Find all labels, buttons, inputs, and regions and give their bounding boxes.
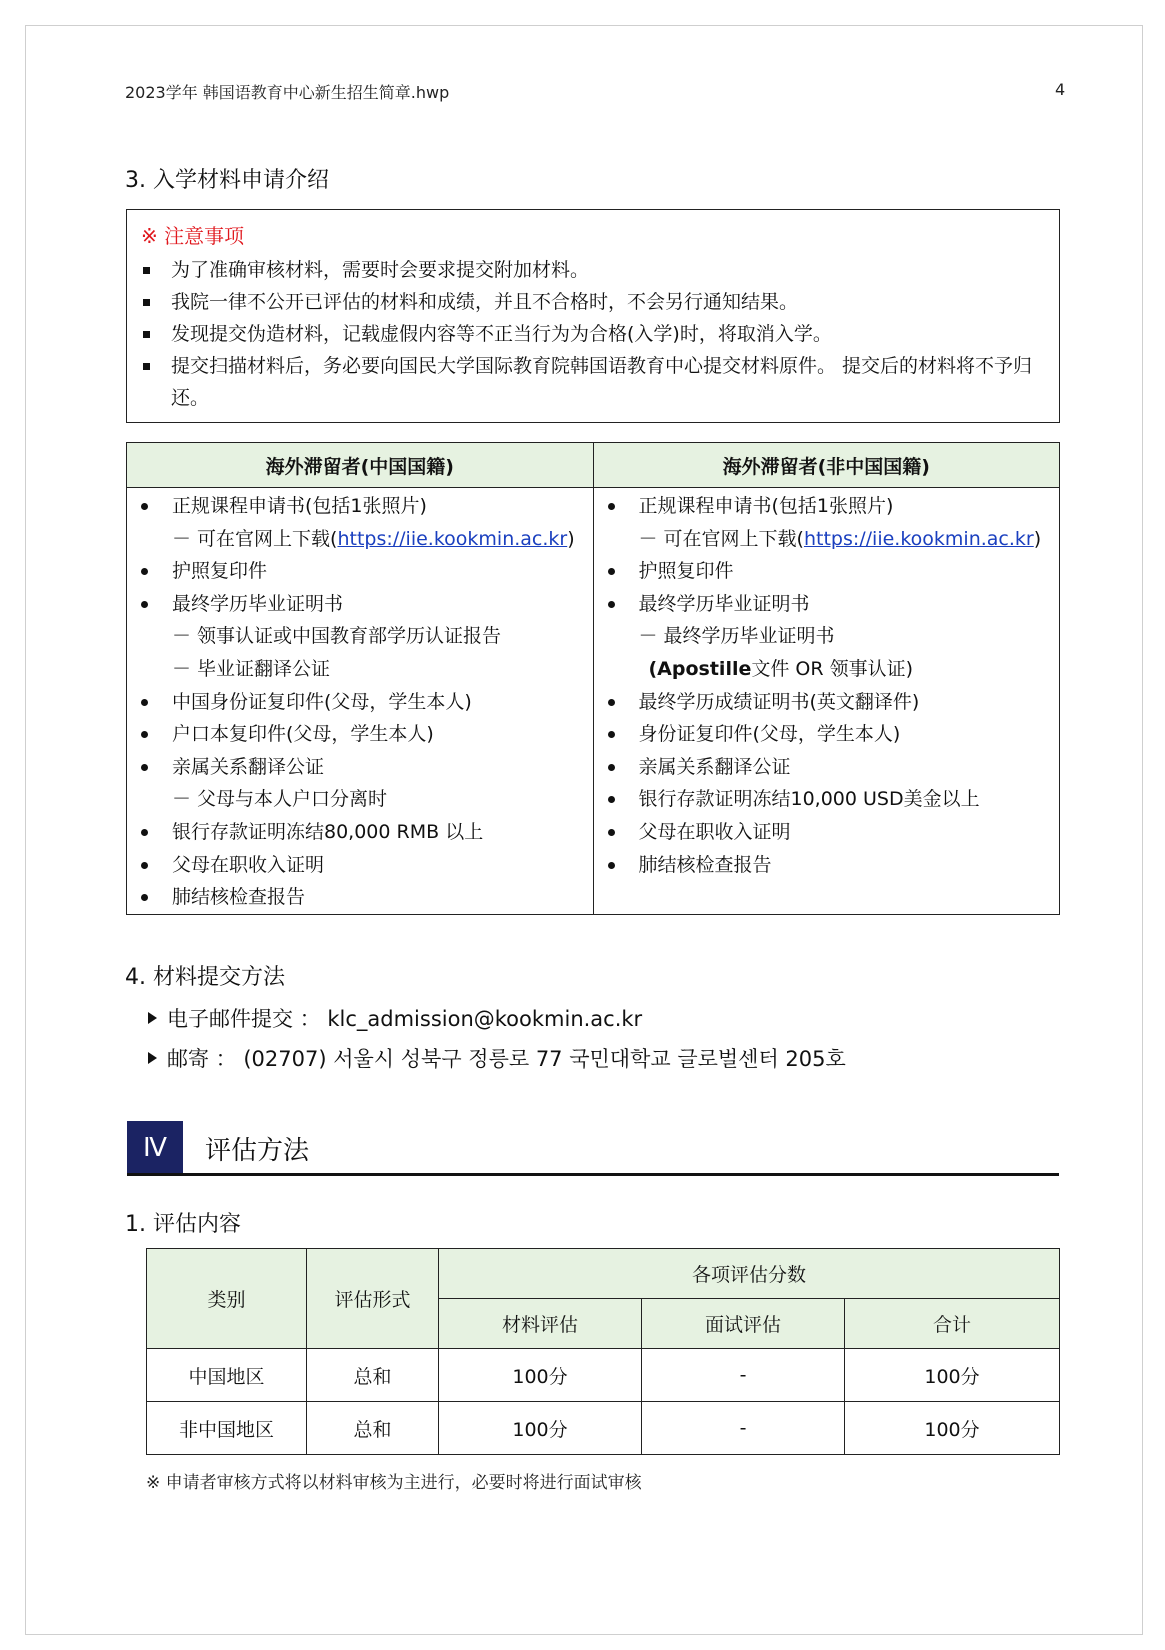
- section-3-title: 3. 入学材料申请介绍: [125, 168, 329, 193]
- list-subitem: － 最终学历毕业证明书: [638, 625, 835, 648]
- notice-item: 提交扫描材料后，务必要向国民大学国际教育院韩国语教育中心提交材料原件。 提交后的材料将不予归还。: [141, 350, 1046, 414]
- list-item: 最终学历成绩证明书(英文翻译件): [594, 686, 1060, 719]
- list-item: 肺结核检查报告: [127, 881, 593, 914]
- notice-list: [141, 254, 1046, 414]
- notice-box: [126, 209, 1060, 423]
- non-chinese-documents-cell: [593, 488, 1060, 915]
- eval-section-title: 1. 评估内容: [125, 1212, 241, 1237]
- chinese-documents-list: [127, 488, 593, 914]
- list-item: 护照复印件: [594, 555, 1060, 588]
- square-bullet-icon: [143, 299, 150, 306]
- header-form: 评估形式: [307, 1249, 439, 1349]
- header-document-eval: 材料评估: [439, 1299, 642, 1349]
- list-subitem: － 父母与本人户口分离时: [172, 788, 388, 811]
- cell-category: 非中国地区: [147, 1402, 307, 1455]
- list-item: 肺结核检查报告: [594, 849, 1060, 882]
- cell-doc-score: 100分: [439, 1402, 642, 1455]
- header-filename: 2023学年 韩国语教育中心新生招生简章.hwp: [125, 83, 450, 102]
- list-item: 银行存款证明冻结10,000 USD美金以上: [594, 783, 1060, 816]
- cell-doc-score: 100分: [439, 1349, 642, 1402]
- header-total: 合计: [845, 1299, 1060, 1349]
- list-item: 户口本复印件(父母，学生本人): [127, 718, 593, 751]
- cell-interview-score: -: [642, 1402, 845, 1455]
- chinese-documents-cell: [127, 488, 594, 915]
- required-documents-table: [126, 442, 1060, 915]
- square-bullet-icon: [143, 363, 150, 370]
- email-submission-line: 电子邮件提交 ： klc_admission@kookmin.ac.kr: [148, 1003, 642, 1033]
- list-subitem: － 领事认证或中国教育部学历认证报告: [172, 625, 502, 648]
- website-link[interactable]: https://iie.kookmin.ac.kr: [803, 527, 1034, 550]
- cell-total-score: 100分: [845, 1402, 1060, 1455]
- evaluation-note: ※ 申请者审核方式将以材料审核为主进行，必要时将进行面试审核: [146, 1473, 642, 1493]
- cell-total-score: 100分: [845, 1349, 1060, 1402]
- list-item: 银行存款证明冻结80,000 RMB 以上: [127, 816, 593, 849]
- list-subitem-continuation: (Apostille文件 OR 领事认证): [648, 657, 914, 680]
- list-subitem: － 毕业证翻译公证: [172, 657, 331, 680]
- table-row: [147, 1402, 1060, 1455]
- notice-title: ※ 注意事项: [141, 224, 245, 248]
- list-item: 护照复印件: [127, 555, 593, 588]
- list-subitem: － 可在官网上下载(https://iie.kookmin.ac.kr): [638, 527, 1042, 550]
- cell-form: 总和: [307, 1402, 439, 1455]
- header-category: 类别: [147, 1249, 307, 1349]
- list-item: 正规课程申请书(包括1张照片): [127, 490, 593, 523]
- list-item: 最终学历毕业证明书: [594, 588, 1060, 621]
- list-item: 父母在职收入证明: [594, 816, 1060, 849]
- list-item: 亲属关系翻译公证: [127, 751, 593, 784]
- website-link[interactable]: https://iie.kookmin.ac.kr: [337, 527, 568, 550]
- cell-form: 总和: [307, 1349, 439, 1402]
- list-item: 最终学历毕业证明书: [127, 588, 593, 621]
- col-header-non-chinese: 海外滞留者(非中国国籍): [593, 443, 1060, 488]
- section-4-title: 4. 材料提交方法: [125, 965, 285, 990]
- cell-interview-score: -: [642, 1349, 845, 1402]
- notice-item: 为了准确审核材料，需要时会要求提交附加材料。: [141, 254, 1046, 286]
- list-item: 父母在职收入证明: [127, 849, 593, 882]
- cell-category: 中国地区: [147, 1349, 307, 1402]
- list-item: 正规课程申请书(包括1张照片): [594, 490, 1060, 523]
- chapter-title: 评估方法: [205, 1136, 310, 1166]
- list-item: 亲属关系翻译公证: [594, 751, 1060, 784]
- evaluation-table: [146, 1248, 1060, 1455]
- non-chinese-documents-list: [594, 488, 1060, 881]
- list-subitem: － 可在官网上下载(https://iie.kookmin.ac.kr): [172, 527, 575, 550]
- mail-submission-line: 邮寄 ： (02707) 서울시 성북구 정릉로 77 국민대학교 글로벌센터 205호: [148, 1043, 846, 1073]
- col-header-chinese: 海外滞留者(中国国籍): [127, 443, 594, 488]
- list-item: 身份证复印件(父母，学生本人): [594, 718, 1060, 751]
- header-score-group: 各项评估分数: [439, 1249, 1060, 1299]
- chapter-rule: [127, 1173, 1059, 1176]
- triangle-bullet-icon: [148, 1052, 157, 1064]
- list-item: 中国身份证复印件(父母，学生本人): [127, 686, 593, 719]
- chapter-numeral-badge: Ⅳ: [127, 1121, 183, 1175]
- table-row: [147, 1349, 1060, 1402]
- notice-item: 发现提交伪造材料，记载虚假内容等不正当行为为合格(入学)时，将取消入学。: [141, 318, 1046, 350]
- header-page-number: 4: [1055, 80, 1066, 99]
- triangle-bullet-icon: [148, 1012, 157, 1024]
- square-bullet-icon: [143, 267, 150, 274]
- square-bullet-icon: [143, 331, 150, 338]
- header-interview-eval: 面试评估: [642, 1299, 845, 1349]
- notice-item: 我院一律不公开已评估的材料和成绩，并且不合格时，不会另行通知结果。: [141, 286, 1046, 318]
